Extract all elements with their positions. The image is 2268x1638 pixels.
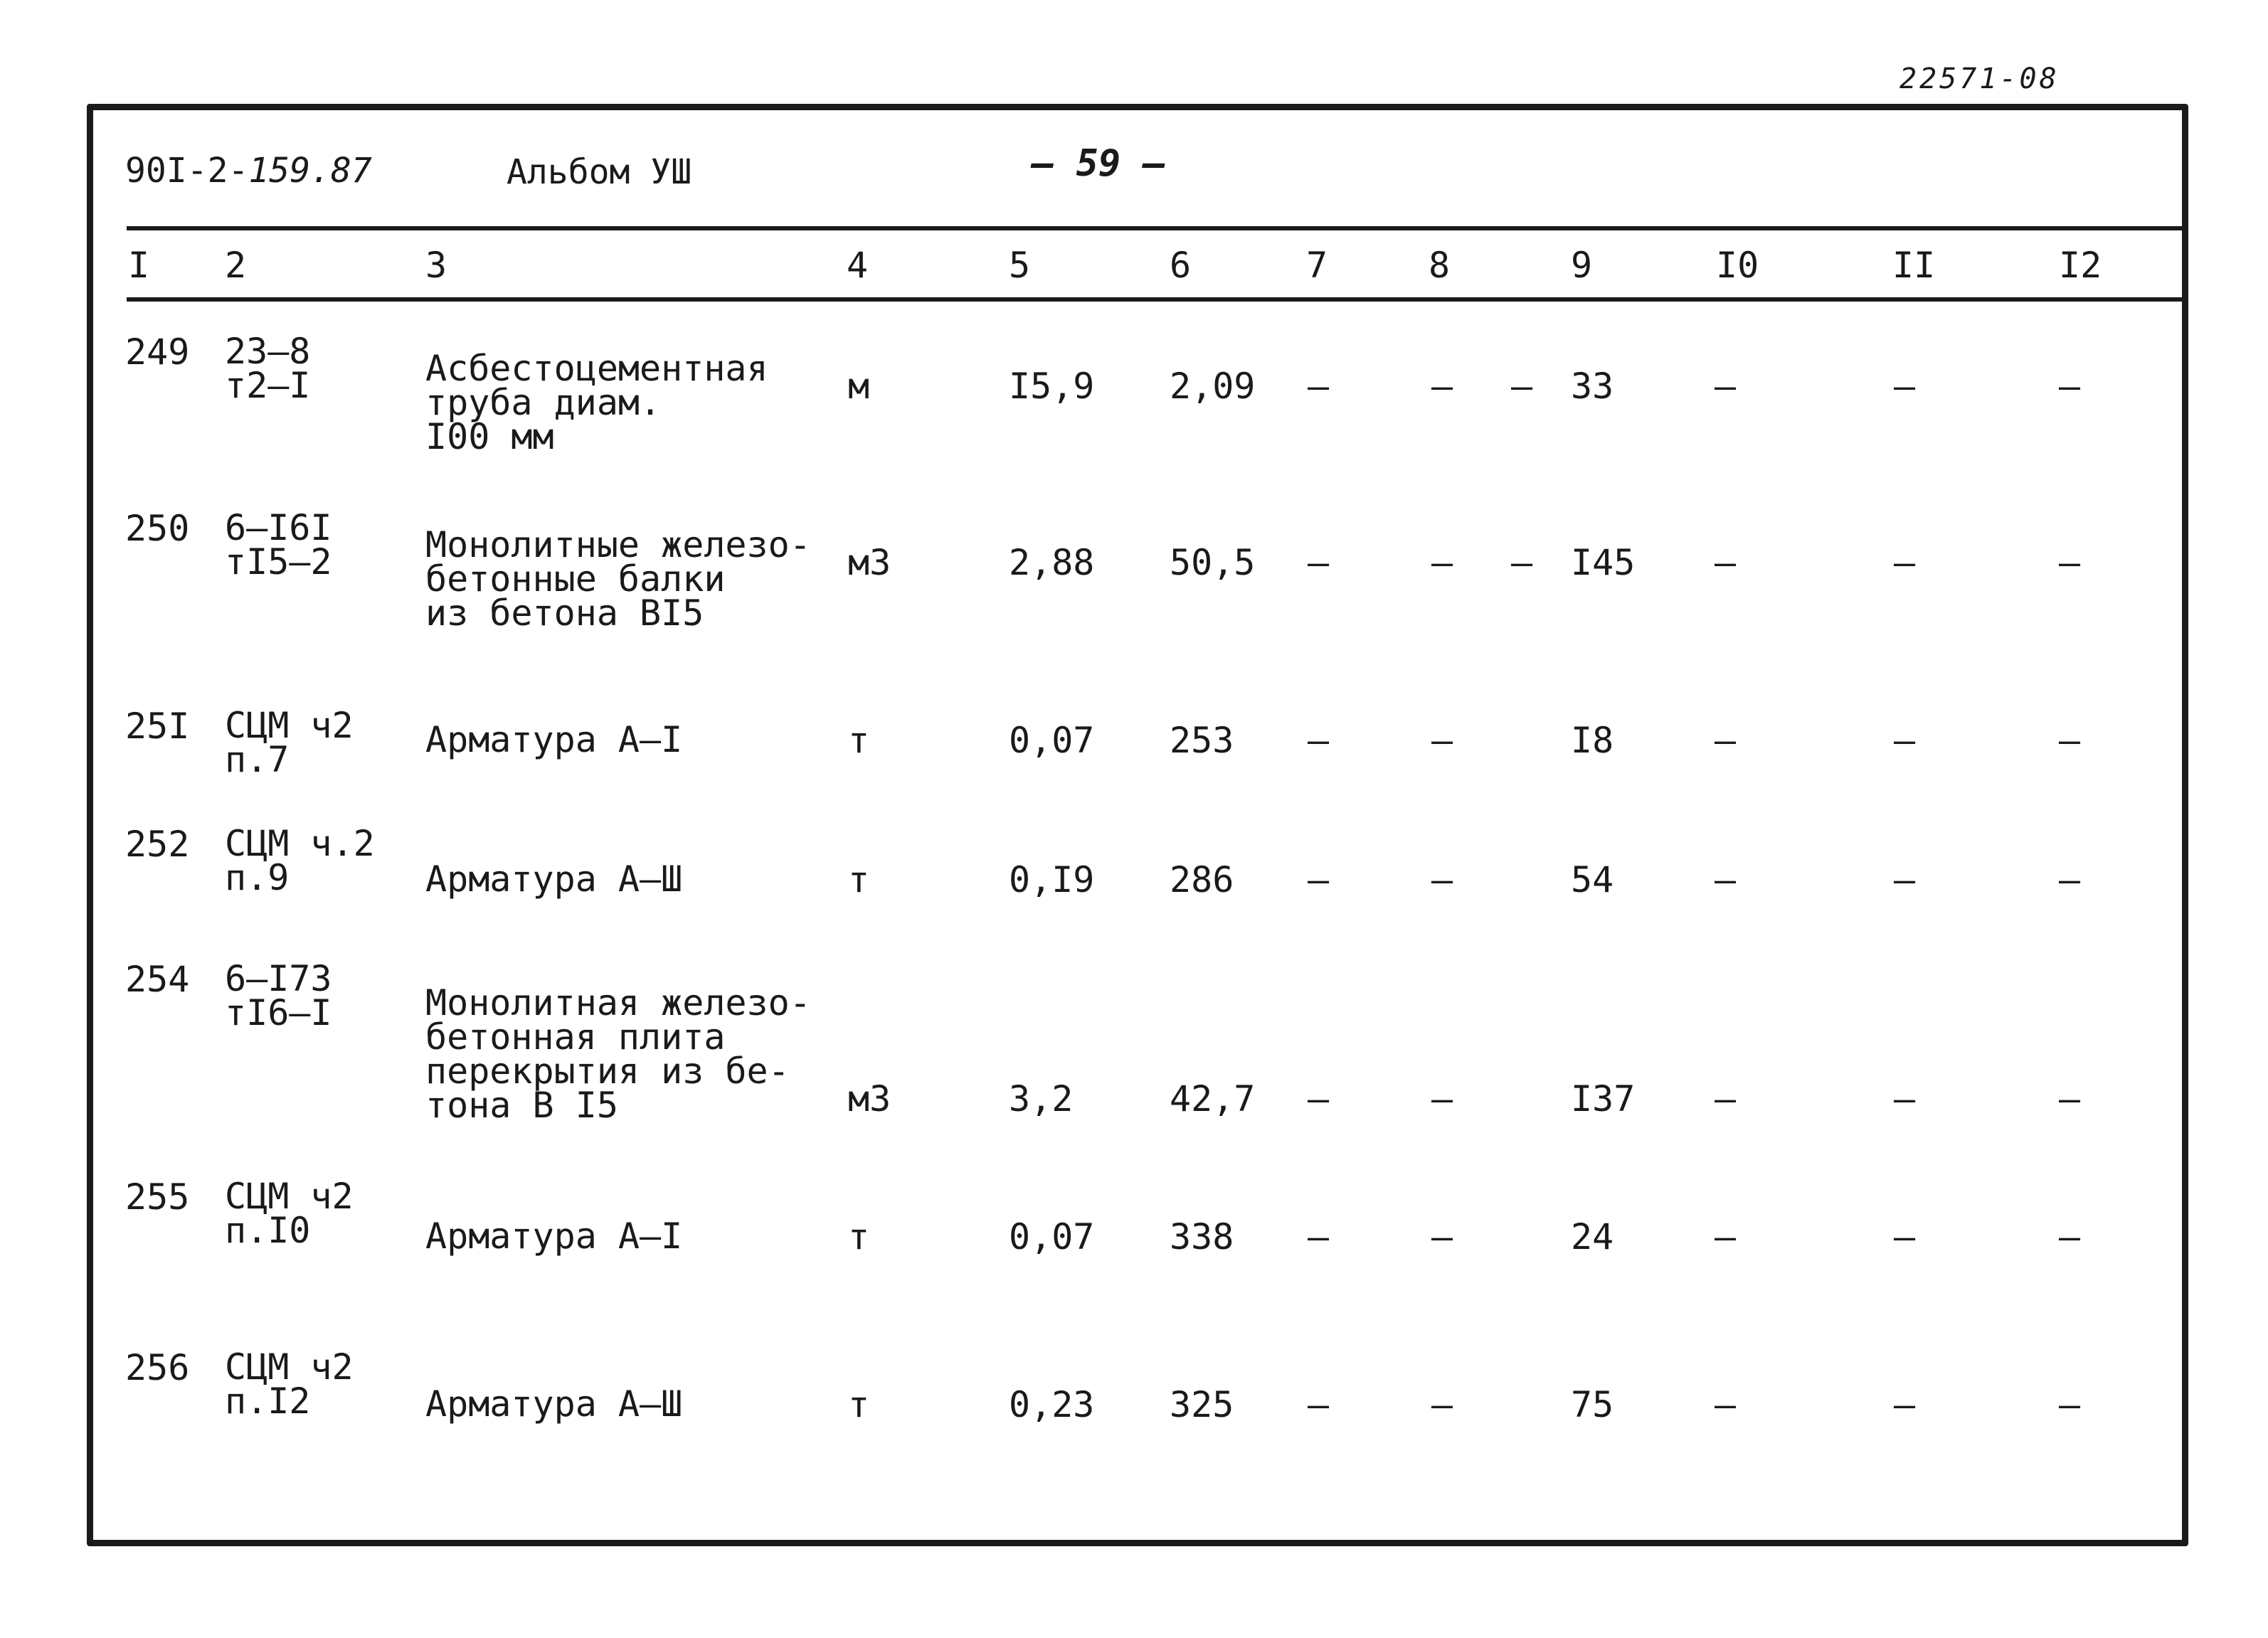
value-cell-c7: – <box>1308 1216 1330 1257</box>
column-number-4: 4 <box>847 245 869 286</box>
norm-reference-line: тI5–2 <box>225 541 332 583</box>
norm-reference-line: п.I2 <box>225 1381 311 1422</box>
norm-reference-line: п.9 <box>225 857 290 898</box>
value-cell-c12: – <box>2059 720 2081 761</box>
work-name <box>425 858 683 900</box>
value-cell-c8b: – <box>1511 542 1533 583</box>
work-name-line: тона В I5 <box>425 1085 618 1126</box>
value-cell-c8b: – <box>1511 366 1533 407</box>
value-cell-c7: – <box>1308 720 1330 761</box>
unit-cell: т <box>848 720 870 761</box>
work-name-line: Арматура А–Ш <box>425 1383 683 1425</box>
value-cell-c6: 325 <box>1170 1384 1234 1425</box>
value-cell-c5: 0,07 <box>1009 1216 1095 1257</box>
column-number-3: 3 <box>425 245 447 286</box>
work-name-line: I00 мм <box>425 416 554 457</box>
value-cell-c11: – <box>1894 1078 1916 1120</box>
norm-reference-line: п.7 <box>225 739 290 780</box>
value-cell-c12: – <box>2059 366 2081 407</box>
column-number-1: I <box>128 245 150 286</box>
value-cell-c10: – <box>1715 859 1737 900</box>
column-number-11: II <box>1892 245 1936 286</box>
work-name <box>425 348 768 457</box>
unit-cell: т <box>848 1216 870 1257</box>
value-cell-c5: 3,2 <box>1009 1078 1074 1120</box>
value-cell-c9: I8 <box>1571 720 1614 761</box>
value-cell-c11: – <box>1894 366 1916 407</box>
value-cell-c12: – <box>2059 1078 2081 1120</box>
value-cell-c11: – <box>1894 542 1916 583</box>
norm-reference-line: т2–I <box>225 365 311 406</box>
norm-reference <box>225 705 354 780</box>
value-cell-c11: – <box>1894 859 1916 900</box>
value-cell-c5: 0,07 <box>1009 720 1095 761</box>
value-cell-c6: 50,5 <box>1170 542 1256 583</box>
norm-reference <box>225 1346 354 1422</box>
work-name-line: бетонные балки <box>425 558 726 600</box>
header-rule-bottom <box>127 297 2183 302</box>
row-number: 254 <box>125 959 190 1000</box>
column-number-9: 9 <box>1571 245 1593 286</box>
work-name-line: Асбестоцементная <box>425 348 768 389</box>
value-cell-c9: I37 <box>1571 1078 1636 1120</box>
norm-reference <box>225 507 332 583</box>
work-name-line: Монолитная железо- <box>425 982 811 1023</box>
work-name <box>425 982 811 1126</box>
unit-cell: м3 <box>848 542 891 583</box>
value-cell-c8: – <box>1431 720 1453 761</box>
value-cell-c10: – <box>1715 366 1737 407</box>
value-cell-c7: – <box>1308 366 1330 407</box>
column-number-2: 2 <box>225 245 247 286</box>
value-cell-c10: – <box>1715 720 1737 761</box>
value-cell-c12: – <box>2059 542 2081 583</box>
value-cell-c9: I45 <box>1571 542 1636 583</box>
value-cell-c8: – <box>1431 1078 1453 1120</box>
norm-reference-line: 6–I73 <box>225 958 332 999</box>
work-name-line: Арматура А–I <box>425 1216 683 1257</box>
doc-code <box>125 151 372 191</box>
column-number-10: I0 <box>1716 245 1759 286</box>
header-rule-top <box>127 226 2183 230</box>
unit-cell: т <box>848 1384 870 1425</box>
column-number-7: 7 <box>1306 245 1328 286</box>
value-cell-c12: – <box>2059 859 2081 900</box>
value-cell-c7: – <box>1308 542 1330 583</box>
row-number: 252 <box>125 824 190 865</box>
value-cell-c8: – <box>1431 1384 1453 1425</box>
column-number-8: 8 <box>1429 245 1451 286</box>
value-cell-c11: – <box>1894 1216 1916 1257</box>
row-number: 25I <box>125 706 190 747</box>
row-number: 250 <box>125 508 190 549</box>
value-cell-c12: – <box>2059 1216 2081 1257</box>
value-cell-c9: 75 <box>1571 1384 1614 1425</box>
value-cell-c5: 2,88 <box>1009 542 1095 583</box>
value-cell-c9: 54 <box>1571 859 1614 900</box>
work-name-line: из бетона BI5 <box>425 592 704 634</box>
work-name <box>425 1383 683 1425</box>
column-number-5: 5 <box>1009 245 1031 286</box>
value-cell-c9: 24 <box>1571 1216 1614 1257</box>
doc-code-handwritten: 159.87 <box>248 151 372 191</box>
album-label: Альбом УШ <box>507 152 692 192</box>
work-name-line: перекрытия из бе- <box>425 1051 790 1092</box>
norm-reference-line: СЦМ ч2 <box>225 1176 354 1217</box>
norm-reference <box>225 958 332 1033</box>
value-cell-c5: I5,9 <box>1009 366 1095 407</box>
norm-reference <box>225 1176 354 1251</box>
norm-reference-line: СЦМ ч.2 <box>225 823 375 864</box>
unit-cell: т <box>848 859 870 900</box>
value-cell-c10: – <box>1715 1384 1737 1425</box>
value-cell-c7: – <box>1308 1384 1330 1425</box>
work-name <box>425 719 683 760</box>
norm-reference-line: СЦМ ч2 <box>225 705 354 746</box>
value-cell-c7: – <box>1308 1078 1330 1120</box>
value-cell-c6: 42,7 <box>1170 1078 1256 1120</box>
value-cell-c6: 2,09 <box>1170 366 1256 407</box>
column-number-12: I2 <box>2059 245 2102 286</box>
norm-reference <box>225 823 375 898</box>
row-number: 255 <box>125 1176 190 1218</box>
work-name-line: Арматура А–Ш <box>425 858 683 900</box>
value-cell-c8: – <box>1431 1216 1453 1257</box>
value-cell-c12: – <box>2059 1384 2081 1425</box>
norm-reference-line: 6–I6I <box>225 507 332 548</box>
value-cell-c5: 0,23 <box>1009 1384 1095 1425</box>
table-frame <box>87 104 2188 1546</box>
value-cell-c11: – <box>1894 720 1916 761</box>
value-cell-c10: – <box>1715 1216 1737 1257</box>
norm-reference-line: п.I0 <box>225 1210 311 1251</box>
value-cell-c8: – <box>1431 366 1453 407</box>
value-cell-c10: – <box>1715 1078 1737 1120</box>
doc-code-printed: 90I-2- <box>125 151 249 191</box>
value-cell-c7: – <box>1308 859 1330 900</box>
unit-cell: м3 <box>848 1078 891 1120</box>
column-number-6: 6 <box>1170 245 1192 286</box>
value-cell-c9: 33 <box>1571 366 1614 407</box>
page-number: – 59 – <box>1032 142 1165 185</box>
work-name <box>425 524 811 634</box>
work-name-line: Арматура А–I <box>425 719 683 760</box>
work-name-line: труба диам. <box>425 382 662 423</box>
value-cell-c10: – <box>1715 542 1737 583</box>
norm-reference-line: тI6–I <box>225 992 332 1033</box>
norm-reference-line: 23–8 <box>225 331 311 372</box>
value-cell-c6: 253 <box>1170 720 1234 761</box>
value-cell-c6: 286 <box>1170 859 1234 900</box>
value-cell-c8: – <box>1431 859 1453 900</box>
row-number: 256 <box>125 1347 190 1388</box>
value-cell-c5: 0,I9 <box>1009 859 1095 900</box>
value-cell-c8: – <box>1431 542 1453 583</box>
work-name-line: бетонная плита <box>425 1016 726 1058</box>
row-number: 249 <box>125 331 190 373</box>
value-cell-c11: – <box>1894 1384 1916 1425</box>
norm-reference <box>225 331 311 406</box>
corner-code: 22571-08 <box>1899 63 2060 95</box>
work-name-line: Монолитные железо- <box>425 524 811 565</box>
work-name <box>425 1216 683 1257</box>
norm-reference-line: СЦМ ч2 <box>225 1346 354 1388</box>
value-cell-c6: 338 <box>1170 1216 1234 1257</box>
unit-cell: м <box>848 366 870 407</box>
